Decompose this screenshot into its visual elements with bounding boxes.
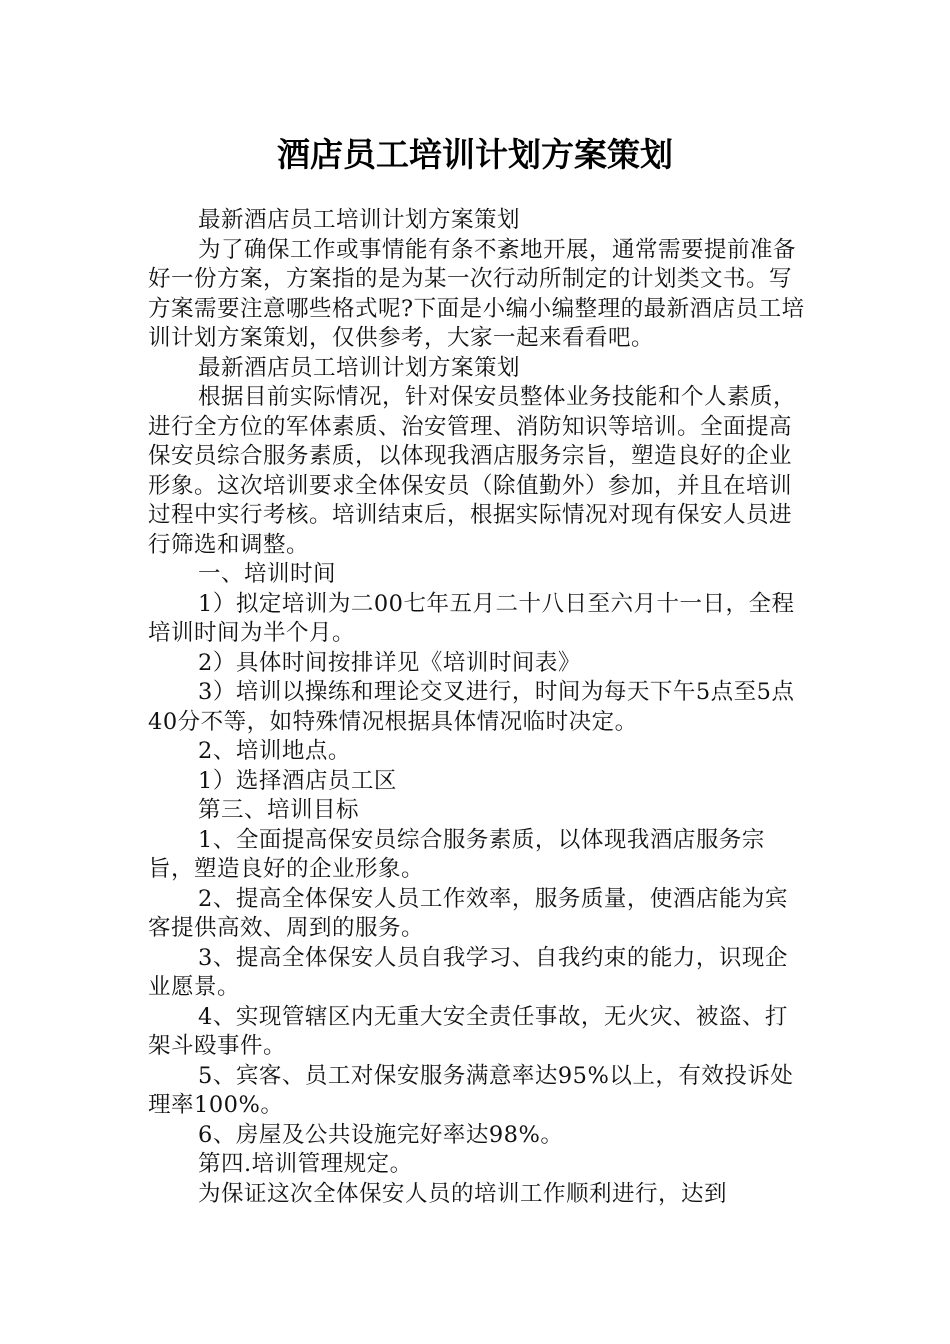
document-title: 酒店员工培训计划方案策划 (277, 135, 673, 174)
section-heading: 一、培训时间 (198, 561, 337, 587)
paragraph: 3）培训以操练和理论交叉进行，时间为每天下午5点至5点40分不等，如特殊情况根据具体情况临时决定。 (148, 679, 795, 735)
section-heading: 第四.培训管理规定。 (198, 1151, 413, 1177)
paragraph: 根据目前实际情况，针对保安员整体业务技能和个人素质，进行全方位的军体素质、治安管理、消防知识等培训。全面提高保安员综合服务素质，以体现我酒店服务宗旨，塑造良好的企业形象。这次培训要求全体保安员（除值勤外）参加，并且在培训过程中实行考核。培训结束后，根据实际情况对现有保安人员进行筛选和调整。 (148, 384, 797, 558)
paragraph: 4、实现管辖区内无重大安全责任事故，无火灾、被盗、打架斗殴事件。 (148, 1003, 788, 1059)
paragraph: 2）具体时间按排详见《培训时间表》 (198, 649, 581, 676)
paragraph: 1）选择酒店员工区 (198, 767, 397, 794)
section-heading: 2、培训地点。 (198, 738, 351, 764)
paragraph: 5、宾客、员工对保安服务满意率达95%以上，有效投诉处理率100%。 (148, 1062, 794, 1118)
paragraph: 2、提高全体保安人员工作效率，服务质量，使酒店能为宾客提供高效、周到的服务。 (148, 885, 788, 941)
paragraph: 最新酒店员工培训计划方案策划 (198, 354, 521, 381)
paragraph: 1、全面提高保安员综合服务素质，以体现我酒店服务宗旨，塑造良好的企业形象。 (148, 826, 765, 882)
paragraph: 为保证这次全体保安人员的培训工作顺利进行，达到 (198, 1180, 728, 1207)
paragraph: 6、房屋及公共设施完好率达98%。 (198, 1121, 564, 1148)
document-body (148, 206, 808, 1209)
paragraph: 为了确保工作或事情能有条不紊地开展，通常需要提前准备好一份方案，方案指的是为某一次行动所制定的计划类文书。写方案需要注意哪些格式呢?下面是小编小编整理的最新酒店员工培训计划方案策划，仅供参考，大家一起来看看吧。 (148, 236, 805, 351)
paragraph: 3、提高全体保安人员自我学习、自我约束的能力，识现企业愿景。 (148, 944, 788, 1000)
section-heading: 第三、培训目标 (198, 797, 360, 823)
paragraph: 最新酒店员工培训计划方案策划 (198, 207, 521, 233)
paragraph: 1）拟定培训为二00七年五月二十八日至六月十一日，全程培训时间为半个月。 (148, 590, 795, 646)
